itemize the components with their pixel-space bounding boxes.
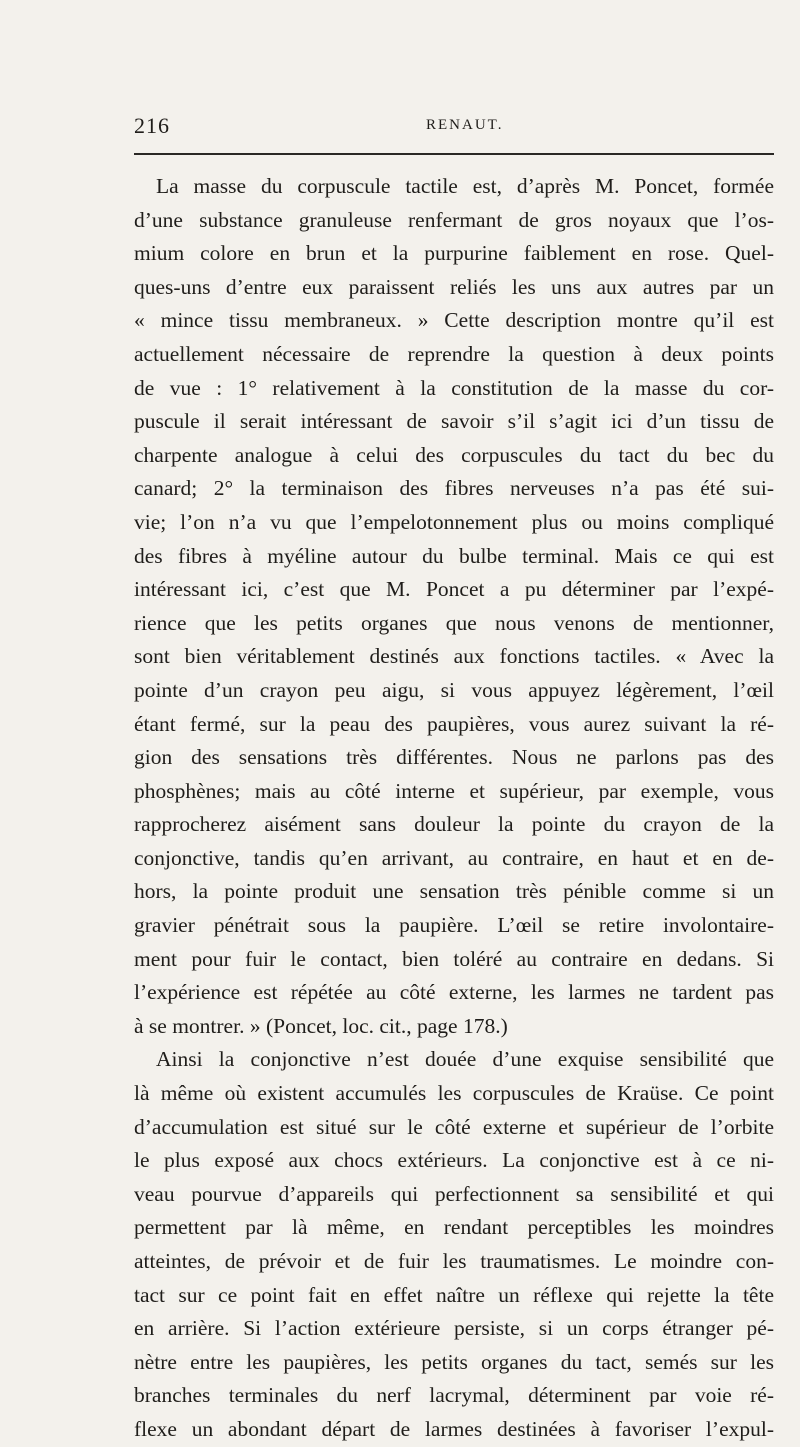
running-head: RENAUT. xyxy=(426,117,504,133)
page-number: 216 xyxy=(134,113,170,138)
text-line: étant fermé, sur la peau des paupières, vous aurez suivant la ré- xyxy=(134,711,774,736)
text-line: intéressant ici, c’est que M. Poncet a pu déterminer par l’expé- xyxy=(134,577,774,602)
text-line: de vue : 1° relativement à la constitution de la masse du cor- xyxy=(134,375,774,400)
text-line: conjonctive, tandis qu’en arrivant, au contraire, en haut et en de- xyxy=(134,845,774,870)
text-line: en arrière. Si l’action extérieure persiste, si un corps étranger pé- xyxy=(134,1316,774,1341)
text-line: des fibres à myéline autour du bulbe terminal. Mais ce qui est xyxy=(134,543,774,568)
text-line: permettent par là même, en rendant perceptibles les moindres xyxy=(134,1215,774,1240)
text-line: gravier pénétrait sous la paupière. L’œil se retire involontaire- xyxy=(134,913,774,938)
text-line: là même où existent accumulés les corpuscules de Kraüse. Ce point xyxy=(134,1081,774,1106)
text-line: « mince tissu membraneux. » Cette description montre qu’il est xyxy=(134,308,774,333)
text-line: phosphènes; mais au côté interne et supérieur, par exemple, vous xyxy=(134,778,774,803)
text-line: d’accumulation est situé sur le côté externe et supérieur de l’orbite xyxy=(134,1114,774,1139)
paragraph xyxy=(134,170,774,1043)
text-line: ques-uns d’entre eux paraissent reliés les uns aux autres par un xyxy=(134,274,774,299)
text-line: mium colore en brun et la purpurine faiblement en rose. Quel- xyxy=(134,241,774,266)
text-line: canard; 2° la terminaison des fibres nerveuses n’a pas été sui- xyxy=(134,476,774,501)
text-line: tact sur ce point fait en effet naître un réflexe qui rejette la tête xyxy=(134,1282,774,1307)
header-rule xyxy=(134,153,774,155)
text-line: rience que les petits organes que nous venons de mentionner, xyxy=(134,610,774,635)
text-line: veau pourvue d’appareils qui perfectionnent sa sensibilité et qui xyxy=(134,1181,774,1206)
text-line: nètre entre les paupières, les petits organes du tact, semés sur les xyxy=(134,1349,774,1374)
text-line: rapprocherez aisément sans douleur la pointe du crayon de la xyxy=(134,812,774,837)
page-header xyxy=(134,113,774,143)
text-line: actuellement nécessaire de reprendre la question à deux points xyxy=(134,341,774,366)
text-line: l’expérience est répétée au côté externe, les larmes ne tardent pas xyxy=(134,980,774,1005)
paragraph xyxy=(134,1043,774,1446)
text-line: La masse du corpuscule tactile est, d’après M. Poncet, formée xyxy=(156,174,774,198)
text-line: charpente analogue à celui des corpuscules du tact du bec du xyxy=(134,442,774,467)
text-line: à se montrer. » (Poncet, loc. cit., page 178.) xyxy=(134,1013,508,1038)
text-line: pointe d’un crayon peu aigu, si vous appuyez légèrement, l’œil xyxy=(134,677,774,702)
text-line: hors, la pointe produit une sensation très pénible comme si un xyxy=(134,879,774,904)
text-line: le plus exposé aux chocs extérieurs. La conjonctive est à ce ni- xyxy=(134,1148,774,1173)
text-line: sont bien véritablement destinés aux fonctions tactiles. « Avec la xyxy=(134,644,774,669)
text-line: vie; l’on n’a vu que l’empelotonnement plus ou moins compliqué xyxy=(134,509,774,534)
text-line: flexe un abondant départ de larmes destinées à favoriser l’expul- xyxy=(134,1416,774,1441)
text-line: branches terminales du nerf lacrymal, déterminent par voie ré- xyxy=(134,1383,774,1408)
text-line: d’une substance granuleuse renfermant de gros noyaux que l’os- xyxy=(134,207,774,232)
text-line: puscule il serait intéressant de savoir s’il s’agit ici d’un tissu de xyxy=(134,409,774,434)
text-line: atteintes, de prévoir et de fuir les traumatismes. Le moindre con- xyxy=(134,1249,774,1273)
body-text xyxy=(134,170,774,1447)
text-line: Ainsi la conjonctive n’est douée d’une exquise sensibilité que xyxy=(156,1047,774,1072)
text-line: ment pour fuir le contact, bien toléré au contraire en dedans. Si xyxy=(134,946,774,971)
text-line: gion des sensations très différentes. Nous ne parlons pas des xyxy=(134,745,774,770)
